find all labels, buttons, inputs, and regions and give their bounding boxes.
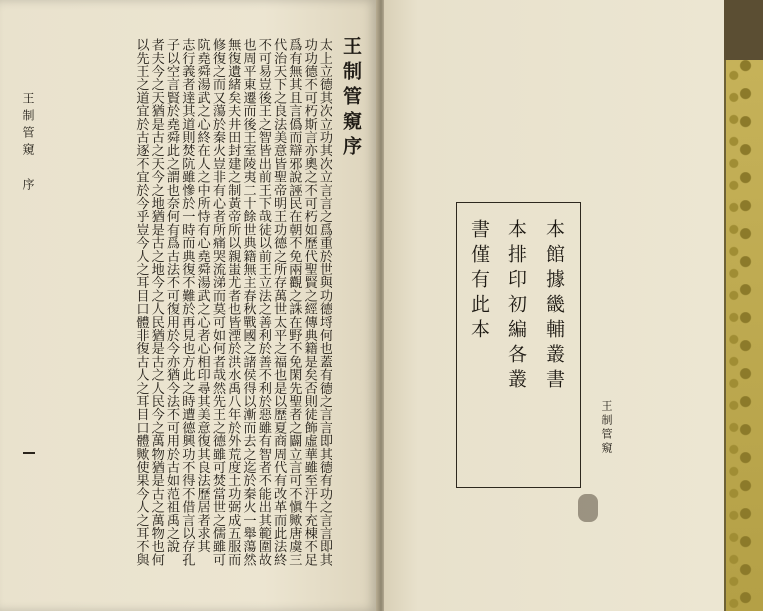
publisher-notice-box	[456, 202, 581, 488]
preface-column: 子以空言賢於堯舜此之謂也奈何有爲古法不可復用於今亦猶今法不可用於古如范祖禹之說	[164, 38, 180, 553]
running-title-text: 王制管窺	[21, 92, 35, 160]
notice-column: 本排印初編各叢	[505, 219, 527, 394]
library-stamp	[578, 494, 598, 522]
preface-column: 代治天下之良法美意皆聖帝明王功德之所存萬世太平之福也是以歷夏商周代有改革而此法終	[271, 38, 287, 566]
left-running-title	[20, 92, 37, 195]
preface-column: 志行義者達其道則焚阬雖慘於一時而典復不難於再見也方此之時遭德興功不得不借言以存孔	[179, 38, 195, 566]
cover-edge-pattern	[724, 60, 763, 611]
right-running-title: 王制管窺	[600, 400, 613, 456]
preface-column: 阬堯舜湯武之心終在人之中所恃有心堯舜湯武之心者心相印尋其美意復其良法歷居者求其	[194, 38, 210, 553]
preface-column: 也周平東遷而後王室陵夷二十餘世典籍無主春秋戰國之諸侯得以漸而去之迄於秦火一舉蕩然	[240, 38, 256, 566]
preface-column: 爲有無其且言僞而辯邪說誣民在朝不免兩觀之誅在野不免閑先聖者之闢立言可不愼歟唐虞三	[286, 38, 302, 566]
preface-column: 不可易豈後王之智皆出前王下哉徒以前王立法之善利於善不利於惡雖有智者不能出其範圍故	[255, 38, 271, 566]
preface-body	[32, 38, 332, 578]
preface-column: 修復之而又蕩於秦火豈非有心者所痛哭流涕而莫可如何者哉然先王之德雖可焚當世之儒雖可	[209, 38, 225, 566]
notice-column: 書僅有此本	[468, 219, 490, 344]
running-title-suffix: 序	[21, 178, 35, 195]
book-edge-top	[724, 0, 763, 60]
preface-column: 以先王之道宜於古逐不宜於今乎豈今人之耳目口體非復古人之耳目口體歟使果今人之耳不與	[133, 38, 149, 566]
preface-title: 王制管窺序	[340, 36, 362, 161]
notice-column: 本館據畿輔叢書	[543, 219, 565, 394]
page-number	[23, 452, 35, 454]
preface-column: 無復遺緒矣夫井田封建之制黃帝所以親蚩尤者也皆湮於洪水禹八年於外荒度土功弼成五服而	[225, 38, 241, 566]
preface-column: 功功德不可朽斯言亦奧之不可朽如歷代聖賢之經傳典籍是矣否則徒飾虛華雖至汗牛充棟不足	[301, 38, 317, 566]
preface-column: 太上立德其次立功其次立言言之爲重於世與功德埒何也蓋有德之言言即其德有功之言言即其	[317, 38, 332, 566]
left-page	[0, 0, 378, 611]
preface-column: 者夫今之天猶是古之天今之地猶是古之地今之人民猶是古之人民今之萬物猶是古之萬物也何	[148, 38, 164, 566]
